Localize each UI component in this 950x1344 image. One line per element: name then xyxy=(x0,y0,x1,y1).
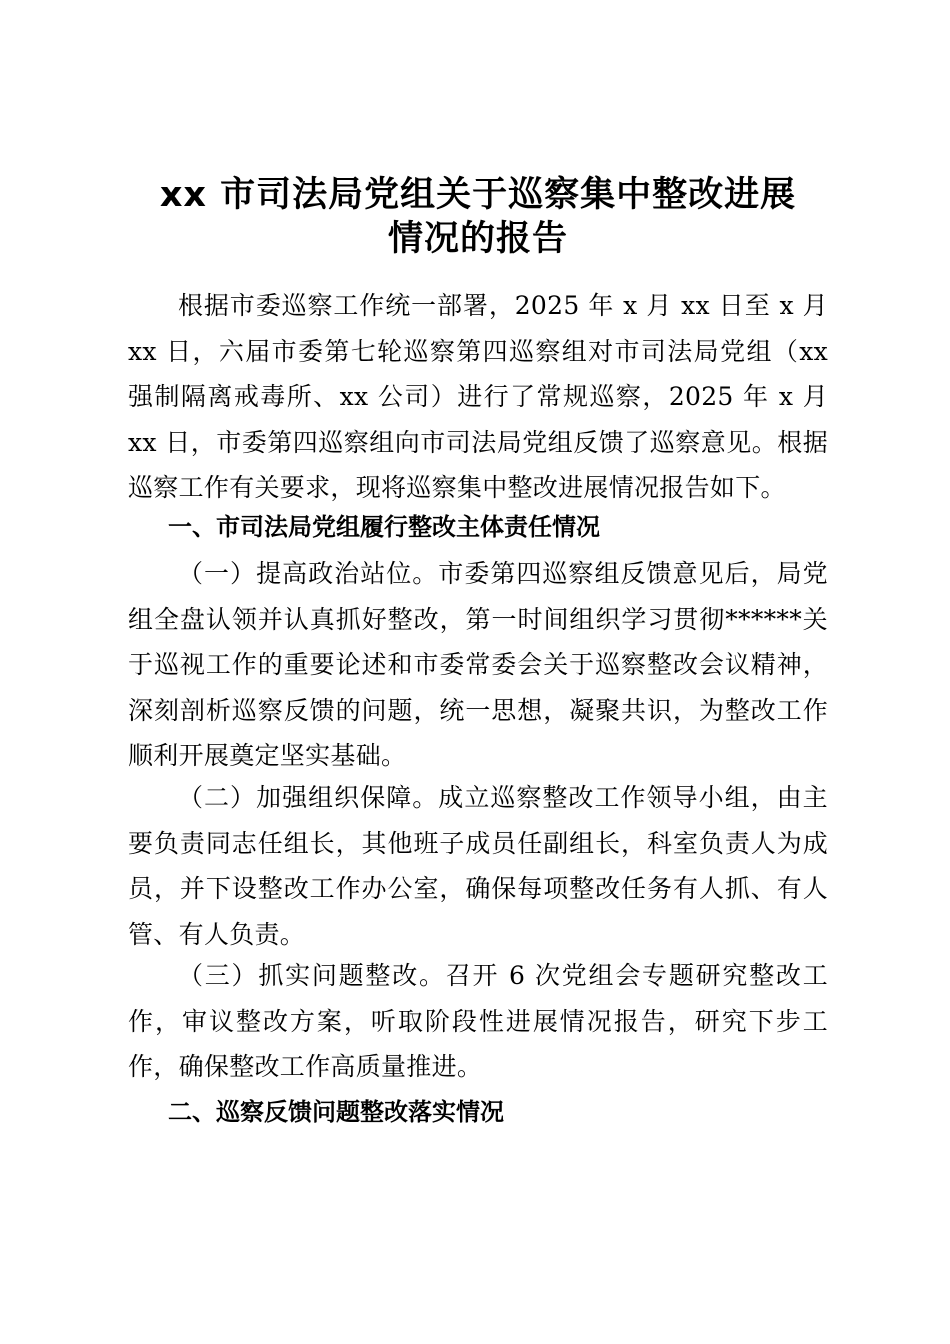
section-1-heading: 一、市司法局党组履行整改主体责任情况 xyxy=(168,513,600,541)
intro-paragraph: 根据市委巡察工作统一部署，2025 年 x 月 xx 日至 x 月 xx 日，六届市委第七轮巡察第四巡察组对市司法局党组（xx 强制隔离戒毒所、xx 公司）进行了常规巡察，2025 年 x 月 xx 日，市委第四巡察组向市司法局党组反馈了巡察意见。根据巡察工作有关要求，现将巡察集中整改进展情况报告如下。 xyxy=(128,291,828,502)
document-title-line-2: 情况的报告 xyxy=(387,219,568,259)
section-1-paragraph-3: （三）抓实问题整改。召开 6 次党组会专题研究整改工作，审议整改方案，听取阶段性进展情况报告，研究下步工作，确保整改工作高质量推进。 xyxy=(128,961,828,1081)
section-2-heading: 二、巡察反馈问题整改落实情况 xyxy=(168,1098,504,1126)
document-title-line-1: xx 市司法局党组关于巡察集中整改进展 xyxy=(159,175,797,215)
section-1-paragraph-1: （一）提高政治站位。市委第四巡察组反馈意见后，局党组全盘认领并认真抓好整改，第一时间组织学习贯彻******关于巡视工作的重要论述和市委常委会关于巡察整改会议精神，深刻剖析巡察反馈的问题，统一思想，凝聚共识，为整改工作顺利开展奠定坚实基础。 xyxy=(128,559,828,770)
document-page xyxy=(128,0,828,1344)
section-1-paragraph-2: （二）加强组织保障。成立巡察整改工作领导小组，由主要负责同志任组长，其他班子成员任副组长，科室负责人为成员，并下设整改工作办公室，确保每项整改任务有人抓、有人管、有人负责。 xyxy=(128,783,828,949)
